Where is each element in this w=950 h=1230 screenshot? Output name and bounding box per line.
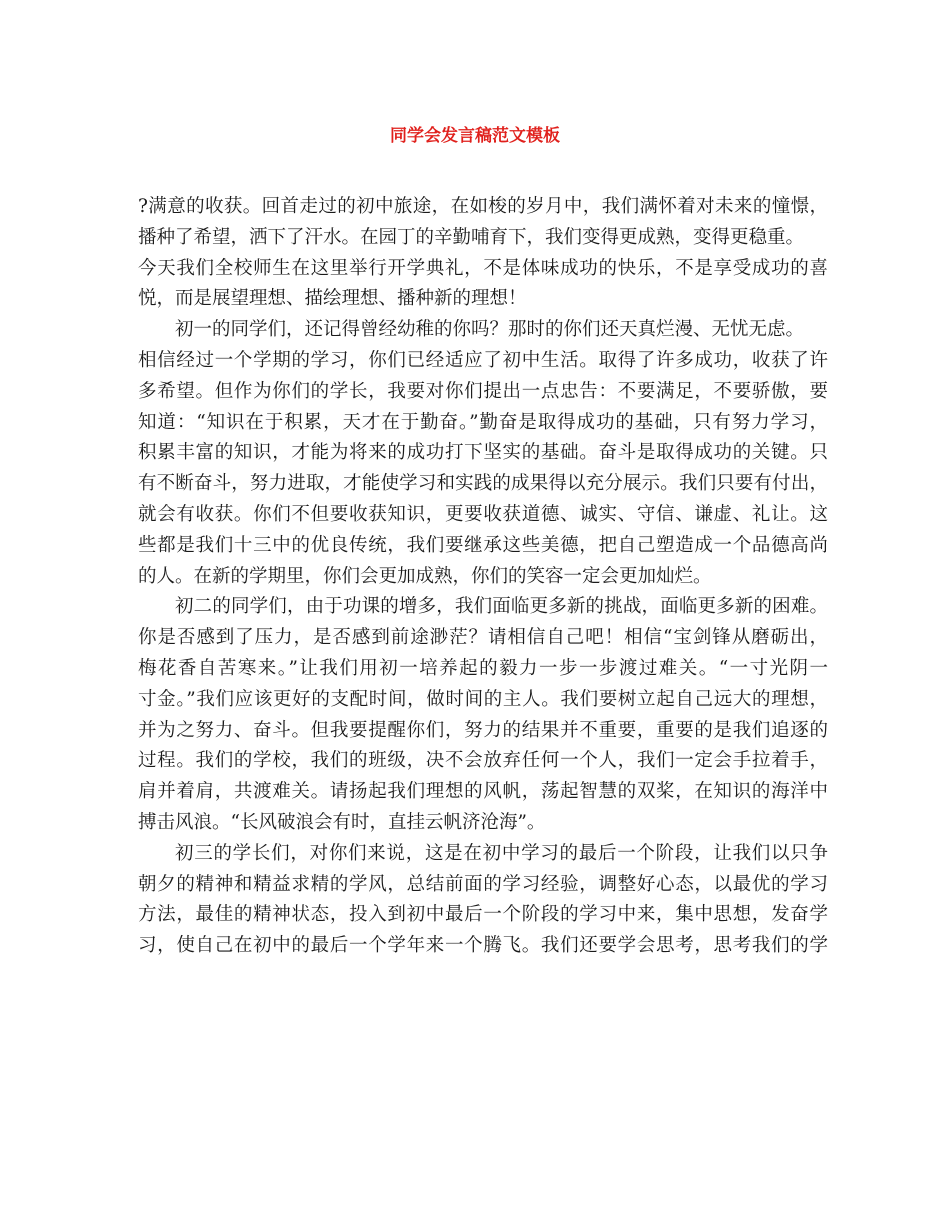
- text-line: 些都是我们十三中的优良传统，我们要继承这些美德，把自己塑造成一个品德高尚: [138, 534, 828, 556]
- text-line: 并为之努力、奋斗。但我要提醒你们，努力的结果并不重要，重要的是我们追逐的: [138, 719, 828, 741]
- text-line: 梅花香自苦寒来。”让我们用初一培养起的毅力一步一步渡过难关。“一寸光阴一: [138, 657, 828, 679]
- text-line: 肩并着肩，共渡难关。请扬起我们理想的风帆，荡起智慧的双桨，在知识的海洋中: [138, 781, 828, 803]
- text-line: 朝夕的精神和精益求精的学风，总结前面的学习经验，调整好心态，以最优的学习: [138, 873, 828, 895]
- text-line: 初二的同学们，由于功课的增多，我们面临更多新的挑战，面临更多新的困难。: [175, 596, 828, 618]
- document-body: [138, 192, 828, 962]
- text-line: 多希望。但作为你们的学长，我要对你们提出一点忠告：不要满足，不要骄傲，要: [138, 380, 828, 402]
- text-line: 播种了希望，洒下了汗水。在园丁的辛勤哺育下，我们变得更成熟，变得更稳重。: [138, 226, 805, 248]
- text-line: 今天我们全校师生在这里举行开学典礼，不是体味成功的快乐，不是享受成功的喜: [138, 257, 828, 279]
- text-line: 你是否感到了压力，是否感到前途渺茫？请相信自己吧！相信“宝剑锋从磨砺出，: [138, 627, 828, 649]
- text-line: 寸金。”我们应该更好的支配时间，做时间的主人。我们要树立起自己远大的理想，: [138, 688, 828, 710]
- text-line: 初三的学长们，对你们来说，这是在初中学习的最后一个阶段，让我们以只争: [175, 842, 828, 864]
- text-line: ?满意的收获。回首走过的初中旅途，在如梭的岁月中，我们满怀着对未来的憧憬，: [138, 196, 828, 217]
- text-line: 方法，最佳的精神状态，投入到初中最后一个阶段的学习中来，集中思想，发奋学: [138, 904, 828, 926]
- text-line: 搏击风浪。“长风破浪会有时，直挂云帆济沧海”。: [138, 811, 546, 833]
- text-line: 相信经过一个学期的学习，你们已经适应了初中生活。取得了许多成功，收获了许: [138, 349, 828, 371]
- text-line: 初一的同学们，还记得曾经幼稚的你吗？那时的你们还天真烂漫、无忧无虑。: [175, 319, 805, 341]
- text-line: 积累丰富的知识，才能为将来的成功打下坚实的基础。奋斗是取得成功的关键。只: [138, 442, 828, 464]
- text-line: 就会有收获。你们不但要收获知识，更要收获道德、诚实、守信、谦虚、礼让。这: [138, 503, 828, 525]
- text-line: 悦，而是展望理想、描绘理想、播种新的理想！: [138, 288, 527, 310]
- text-line: 过程。我们的学校，我们的班级，决不会放弃任何一个人，我们一定会手拉着手，: [138, 750, 828, 772]
- text-line: 有不断奋斗，努力进取，才能使学习和实践的成果得以充分展示。我们只要有付出，: [138, 473, 828, 495]
- document-title: 同学会发言稿范文模板: [390, 126, 560, 146]
- text-line: 知道：“知识在于积累，天才在于勤奋。”勤奋是取得成功的基础，只有努力学习，: [138, 411, 828, 433]
- text-line: 习，使自己在初中的最后一个学年来一个腾飞。我们还要学会思考，思考我们的学: [138, 935, 828, 957]
- text-line: 的人。在新的学期里，你们会更加成熟，你们的笑容一定会更加灿烂。: [138, 565, 712, 587]
